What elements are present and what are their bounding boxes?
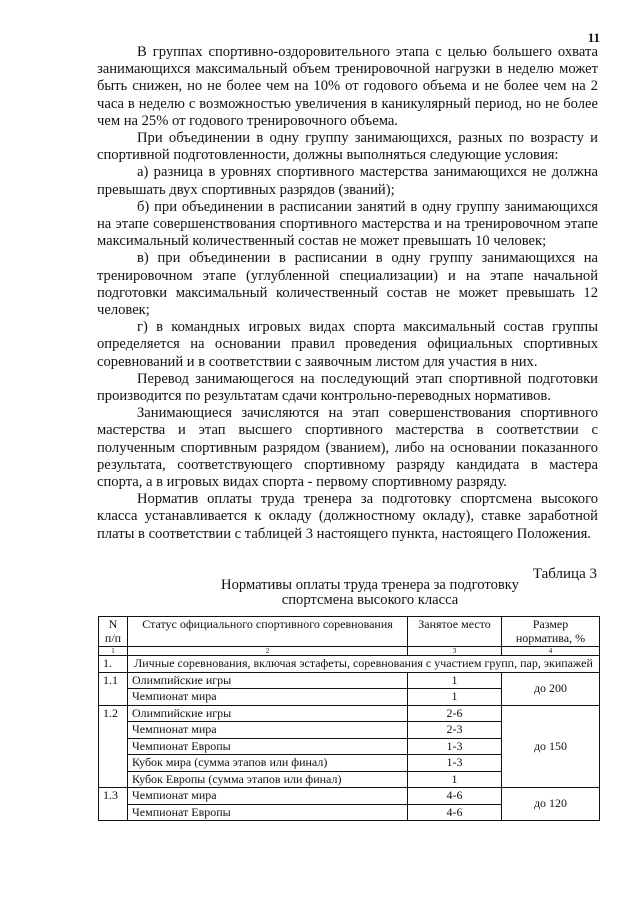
body-text	[97, 44, 598, 543]
place-cell: 2-3	[408, 722, 502, 739]
place-cell: 1-3	[408, 755, 502, 772]
norm-cell: до 120	[502, 788, 600, 821]
paragraph-condition-a: а) разница в уровнях спортивного мастерства занимающихся не должна превышать двух спортивных разрядов (званий);	[97, 164, 598, 198]
table-row	[99, 705, 600, 722]
place-cell: 4-6	[408, 804, 502, 821]
group-num: 1.1	[99, 672, 128, 705]
table-row	[99, 672, 600, 689]
header-status: Статус официального спортивного соревнования	[128, 617, 408, 647]
paragraph-transfer: Перевод занимающегося на последующий этап спортивной подготовки производится по результатам сдачи контрольно-переводных нормативов.	[97, 370, 598, 405]
paragraph-condition-b: б) при объединении в расписании занятий в одну группу занимающихся на этапе совершенствования спортивного мастерства и на тренировочном этапе максимальный количественный состав не может превышать 10 человек;	[97, 198, 598, 250]
page-number: 11	[587, 30, 600, 45]
norms-table	[98, 616, 600, 821]
table-title: Нормативы оплаты труда тренера за подготовку спортсмена высокого класса	[221, 577, 519, 608]
paragraph-enrollment: Занимающиеся зачисляются на этап совершенствования спортивного мастерства и этап высшего спортивного мастерства в соответствии с полученным спортивным разрядом (званием), либо на основании показанного результата, соответствующего спортивному разряду кандидата в мастера спорта, а в игровых видах спорта - первому спортивному разряду.	[97, 405, 598, 491]
paragraph-norm: Норматив оплаты труда тренера за подготовку спортсмена высокого класса устанавливается к окладу (должностному окладу), ставке заработной платы в соответствии с таблицей 3 настоящего пункта, настоящего Положения.	[97, 491, 598, 542]
place-cell: 1	[408, 672, 502, 689]
group-num: 1.3	[99, 788, 128, 821]
index-2: 2	[128, 647, 408, 656]
status-cell: Кубок мира (сумма этапов или финал)	[128, 755, 408, 772]
table-header-row	[99, 617, 600, 647]
section-num: 1.	[99, 656, 128, 673]
status-cell: Олимпийские игры	[128, 705, 408, 722]
group-num: 1.2	[99, 705, 128, 788]
section-row	[99, 656, 600, 673]
place-cell: 1	[408, 689, 502, 706]
status-cell: Чемпионат Европы	[128, 804, 408, 821]
place-cell: 1-3	[408, 738, 502, 755]
paragraph-condition-g: г) в командных игровых видах спорта максимальный состав группы определяется на основании правил проведения официальных спортивных соревнований и в соответствии с заявочным листом для участия в них.	[97, 319, 598, 370]
status-cell: Чемпионат мира	[128, 788, 408, 805]
status-cell: Чемпионат мира	[128, 722, 408, 739]
norm-cell: до 200	[502, 672, 600, 705]
place-cell: 4-6	[408, 788, 502, 805]
index-3: 3	[408, 647, 502, 656]
place-cell: 2-6	[408, 705, 502, 722]
table-label: Таблица 3	[532, 566, 597, 582]
status-cell: Чемпионат мира	[128, 689, 408, 706]
paragraph-2: При объединении в одну группу занимающихся, разных по возрасту и спортивной подготовленности, должны выполняться следующие условия:	[97, 130, 598, 164]
status-cell: Кубок Европы (сумма этапов или финал)	[128, 771, 408, 788]
status-cell: Олимпийские игры	[128, 672, 408, 689]
table-row	[99, 788, 600, 805]
status-cell: Чемпионат Европы	[128, 738, 408, 755]
paragraph-1: В группах спортивно-оздоровительного этапа с целью большего охвата занимающихся максимальный объем тренировочной нагрузки в неделю может быть снижен, но не более чем на 10% от годового объема и не более чем на 2 часа в неделю с возможностью увеличения в каникулярный период, но не более чем на 25% от годового тренировочного объема.	[97, 44, 598, 129]
paragraph-condition-v: в) при объединении в расписании в одну группу занимающихся на тренировочном этапе (углубленной специализации) и на этапе начальной подготовки максимальный количественный состав не может превышать 12 человек;	[97, 250, 598, 319]
index-4: 4	[502, 647, 600, 656]
header-place: Занятое место	[408, 617, 502, 647]
place-cell: 1	[408, 771, 502, 788]
header-num: N п/п	[99, 617, 128, 647]
norm-cell: до 150	[502, 705, 600, 788]
header-norm: Размер норматива, %	[502, 617, 600, 647]
table-index-row	[99, 647, 600, 656]
index-1: 1	[99, 647, 128, 656]
section-title: Личные соревнования, включая эстафеты, соревнования с участием групп, пар, экипажей	[128, 656, 600, 673]
